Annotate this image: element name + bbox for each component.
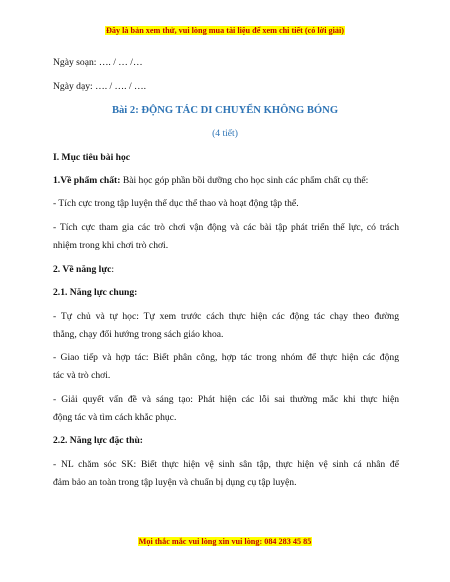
bullet-self-study-line2: thẳng, chạy đổi hướng trong sách giáo khoa. bbox=[53, 329, 224, 340]
bullet-games-line2: nhiệm trong khi chơi trò chơi. bbox=[53, 240, 169, 251]
contact-text: Mọi thắc mắc vui lòng xin vui lòng: 084 283 45 85 bbox=[138, 537, 312, 546]
bullet-health-care-line1: - NL chăm sóc SK: Biết thực hiện vệ sinh sân tập, thực hiện vệ sinh cá nhân để bbox=[53, 459, 399, 470]
qualities-text: Bài học góp phần bồi dưỡng cho học sinh các phẩm chất cụ thể: bbox=[120, 175, 369, 186]
preparation-date: Ngày soạn: …. / … /… bbox=[53, 57, 143, 68]
heading-general-competency: 2.1. Năng lực chung: bbox=[53, 287, 138, 298]
competencies-label: 2. Về năng lực bbox=[53, 264, 112, 275]
bullet-problem-solving-line1: - Giải quyết vấn đề và sáng tạo: Phát hiện các lỗi sai thường mắc khi thực hiện bbox=[53, 394, 399, 405]
competencies-colon: : bbox=[111, 264, 115, 275]
bullet-self-study-line1: - Tự chủ và tự học: Tự xem trước cách thực hiện các động tác chạy theo đường bbox=[53, 311, 399, 322]
contact-banner bbox=[0, 537, 450, 546]
bullet-games-line1: - Tích cực tham gia các trò chơi vận động và các bài tập phát triển thể lực, có trách bbox=[53, 222, 399, 233]
bullet-cooperation-line2: tác và trò chơi. bbox=[53, 370, 111, 381]
lesson-periods: (4 tiết) bbox=[212, 128, 238, 139]
qualities-label: 1.Về phẩm chất: bbox=[53, 175, 121, 186]
lesson-title: Bài 2: ĐỘNG TÁC DI CHUYỂN KHÔNG BÓNG bbox=[111, 105, 339, 116]
heading-specific-competency: 2.2. Năng lực đặc thù: bbox=[53, 435, 143, 446]
teaching-date: Ngày dạy: …. / …. / …. bbox=[53, 81, 146, 92]
preview-notice-text: Đây là bản xem thử, vui lòng mua tài liệu để xem chi tiết (có lời giải) bbox=[105, 26, 344, 35]
bullet-health-care-line2: đảm bảo an toàn trong tập luyện và chuẩn bị dụng cụ tập luyện. bbox=[53, 477, 297, 488]
qualities-paragraph bbox=[53, 174, 399, 187]
section-heading-objectives: I. Mục tiêu bài học bbox=[53, 152, 131, 163]
section-heading-competencies bbox=[53, 263, 399, 276]
bullet-cooperation-line1: - Giao tiếp và hợp tác: Biết phân công, hợp tác trong nhóm để thực hiện các động bbox=[53, 352, 399, 363]
preview-notice-banner bbox=[0, 26, 450, 35]
bullet-problem-solving-line2: động tác và tìm cách khắc phục. bbox=[53, 412, 177, 423]
bullet-active-training: - Tích cực trong tập luyện thể dục thể thao và hoạt động tập thể. bbox=[53, 198, 299, 209]
